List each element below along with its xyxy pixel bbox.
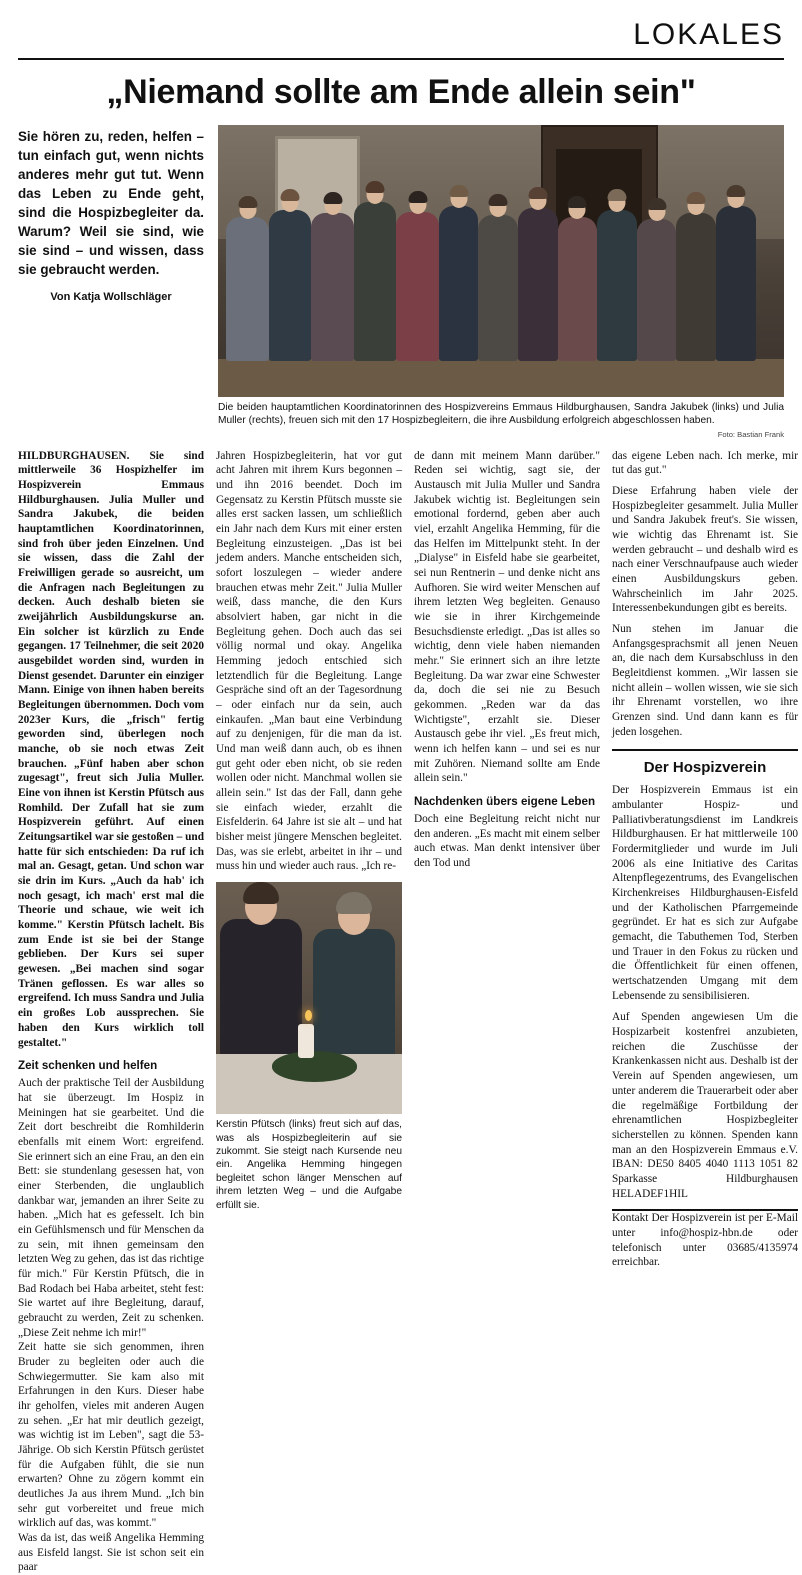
photo-floor (218, 359, 784, 397)
masthead (18, 14, 784, 60)
main-photo (218, 125, 784, 397)
second-photo (216, 882, 402, 1114)
subheading: Nachdenken übers eigene Leben (414, 795, 596, 809)
section-title: LOKALES (633, 18, 784, 51)
article-column-3 (414, 449, 600, 1575)
photo-candle-flame (305, 1010, 312, 1021)
main-photo-credit: Foto: Bastian Frank (717, 429, 784, 439)
lead-and-photo (18, 125, 784, 439)
article-columns (18, 449, 798, 1575)
paragraph: Auch der praktische Teil der Ausbildung hat sie überzeugt. Im Hospiz in Meiningen hat sie gearbeitet. Und die Zeit dort beschreibt die Romhilderin ebenfalls mit einem Wort: ergreifend. Sie erinnert sich an eine Frau, an den ein Bett: sie stundenlang gesessen hat, von einer Sterbenden, die unglaublich dankbar war, jemanden an ihrer Seite zu haben. „Mich hat es gefesselt. Ich bin ein Gefühlsmensch und für Menschen da zu sein, mit ihnen gemeinsam den letzten Weg zu gehen, das ist das richtige für mich." Für Kerstin Pfütsch, die in Bad Rodach bei Haba arbeitet, steht fest: Sie wartet auf ihre Begleitung, darauf, gebraucht zu werden, Zeit zu schenken. „Diese Zeit nehme ich mir!" (18, 1077, 204, 1339)
photo-candle (298, 1024, 314, 1058)
photo-wreath (272, 1051, 358, 1081)
lead-paragraph: Sie hören zu, reden, helfen – tun einfach gut, wenn nichts anderes mehr gut tut. Wenn das Leben zu Ende geht, sind die Hospizbegleiter da. Warum? Weil sie sind, wie sie sind – und wissen, dass sie gebraucht werden. (18, 128, 204, 277)
info-box-paragraph: Auf Spenden angewiesen Um die Hospizarbeit kostenfrei anzubieten, reichen die Zuschüsse der Krankenkassen nicht aus. Deshalb ist der Verein auf Spenden angewiesen, um unter anderem die Trauerarbeit oder aber die regelmäßige Fortbildung der ehrenamtlichen Hospizbegleiter sicherstellen zu können. Spenden kann man an den Hospizverein Emmaus e.V. IBAN: DE50 8405 4040 1113 1051 82 Sparkasse Hildburghausen HELADEF1HIL (612, 1011, 798, 1200)
info-box-paragraph: Der Hospizverein Emmaus ist ein ambulanter Hospiz- und Palliativberatungsdienst im Landkreis Hildburghausen. Er hat mittlerweile 100 Fordermitglieder und wurde im Juli 2006 als eine Initiative des Caritas Altenpflegezentrums, des Evangelischen Kirchenkreises Hildburghausen-Eisfeld und der Katholischen Pfarrgemeinde gegründet. Er hat es sich zur Aufgabe gemacht, die Tabuthemen Tod, Sterben und Trauer in den Fokus zu rücken und die Öffentlichkeit für einen offenen, wertschatzenden Umgang mit dem Lebensende zu sensibilisieren. (612, 784, 798, 1002)
paragraph: Jahren Hospizbegleiterin, hat vor gut acht Jahren mit ihrem Kurs begonnen – und ihn 2016 beendet. Doch im Gegensatz zu Kerstin Pfütsch musste sie alles erst sacken lassen, um schließlich ein Jahr nach dem Kurs mit einer ersten Begleitung einzusteigen. „Das ist bei jedem anders. Manche entscheiden sich, sofort loszulegen – wieder andere brauchen etwas mehr Zeit." Julia Muller weiß, dass manche, die den Kurs absolviert haben, gar nicht in die Begleitung gehen. Doch auch das sei völlig normal und okay. Angelika Hemming jedoch entschied sich letztendlich für die Begleitung. Lange Gespräche sind oft an der Tagesordnung – oder einfach nur da sein, auch einkaufen. „Man baut eine Verbindung auf zu denjenigen, für die man da ist. Und man weiß dann auch, ob es ihnen gut geht oder eben nicht, ob sie reden wollen oder nicht. Manchmal wollen sie allein sein." Ist das der Fall, dann gehe sie einfach wieder, erzahlt die Eisfelderin. 64 Jahre ist sie alt – und hat bisher meist jüngere Menschen begleitet. Das, was sie erlebt, arbeitet in ihr – und muss hin und wieder auch raus. „Ich re- (216, 449, 402, 873)
contact-info: Kontakt Der Hospizverein ist per E-Mail unter info@hospiz-hbn.de oder telefonisch unter 03685/4135974 erreichbar. (612, 1212, 798, 1269)
person-left (220, 919, 302, 1063)
article-column-2 (216, 449, 402, 1575)
paragraph: Doch eine Begleitung reicht nicht nur den anderen. „Es macht mit einem selber auch etwas. Man denkt intensiver über den Tod und (414, 813, 600, 870)
article-column-1 (18, 449, 204, 1575)
subheading: Zeit schenken und helfen (18, 1059, 158, 1073)
paragraph: das eigene Leben nach. Ich merke, mir tut das gut." (612, 449, 798, 477)
lead-column (18, 125, 204, 303)
paragraph: de dann mit meinem Mann darüber." Reden sei wichtig, sagt sie, der Austausch mit Julia Muller und Sandra Jakubek wichtig ist. Begleitungen sein emotional fordernd, geben aber auch viel, erzahlt Angelika Hemming, für die das Helfen im Mittelpunkt steht. In der „Dialyse" in Eisfeld habe sie gearbeitet, sei nun Rentnerin – und denke nicht ans Aufhoren. Sie wird weiter Menschen auf ihrem letzten Weg begleiten. Genauso wie sie in ihrer Kirchgemeinde Besuchsdienste erledigt. „Das ist alles so wichtig, denn viele haben niemanden mehr." Sie erinnert sich an ihre letzte Begleitung. Da war zwar eine Schwester da, doch die sei nie zu Besuch gekommen. „Reden war da das Wichtigste", erzahlt sie. Dieser Austausch gebe ihr viel. „Es freut mich, wenn ich helfen kann – und sei es nur mit Zuhören. Niemand sollte am Ende allein sein." (414, 449, 600, 785)
article-column-4 (612, 449, 798, 1575)
info-box-title: Der Hospizverein (643, 759, 767, 777)
paragraph: Nun stehen im Januar die Anfangsgesprachsmit all jenen Neuen an, die nach dem Kursabschluss in den Begleitdienst kommen. „Wir lassen sie nicht allein – wollen wissen, wie sie sich ihr Ehrenamt vorstellen, wo ihre Grenzen sind. Und dann kann es für jeden losgehen. (612, 623, 798, 738)
paragraph: Diese Erfahrung haben viele der Hospizbegleiter gesammelt. Julia Muller und Sandra Jakubek freut's. Sie wissen, wie wichtig das Ehrenamt ist. Sie werden gebraucht – und deshalb wird es nach einer Verschnaufpause auch wieder einen Ausbildungskurs geben. Wahrscheinlich im Jahr 2025. Interessenbekundungen gibt es bereits. (612, 484, 798, 615)
person-right (313, 929, 395, 1064)
main-photo-caption: Die beiden hauptamtlichen Koordinatorinnen des Hospizvereins Emmaus Hildburghausen, Sandra Jakubek (links) und Julia Muller (rechts), freuen sich mit den 17 Hospizbegleitern, die ihre Ausbildung erfolgreich abgeschlossen haben. (218, 401, 784, 427)
photo-group-of-people (218, 176, 784, 361)
paragraph: Was da ist, das weiß Angelika Hemming aus Eisfeld langst. Sie ist schon seit ein paar (18, 1532, 204, 1574)
paragraph: Zeit hatte sie sich genommen, ihren Bruder zu begleiten oder auch die Schwiegermutter. Sie kam also mit Erfahrungen in den Kurs. Dieser habe ihr geholfen, vieles mit anderen Augen zu sehen. „Er hat mir deutlich gezeigt, was wichtig ist im Leben", sagt die 53-Jährige. Ob sich Kerstin Pfütsch gerüstet für die Aufgaben fühlt, die sie nun erwarten? Ohne zu zögern kommt ein deutliches Ja aus ihrem Mund. „Ich bin sehr gut vorbereitet und freue mich wirklich auf das, was kommt." (18, 1341, 204, 1530)
page-title: „Niemand sollte am Ende allein sein" (106, 73, 696, 111)
info-box (612, 749, 798, 1211)
byline: Von Katja Wollschläger (50, 290, 172, 303)
second-photo-caption: Kerstin Pfütsch (links) freut sich auf das, was als Hospizbegleiterin auf sie zukommt. Sie steigt nach Kursende neu ein. Angelika Hemming hingegen begleitet schon länger Menschen auf ihrem letzten Weg – und die Aufgabe erfüllt sie. (216, 1119, 402, 1211)
paragraph: HILDBURGHAUSEN. Sie sind mittlerweile 36 Hospizhelfer im Hospizverein Emmaus Hildburghausen. Julia Muller und Sandra Jakubek, die beiden hauptamtlichen Koordinatorinnen, sind froh über jeden Einzelnen. Und sie wissen, dass die Zahl der Freiwilligen gerade so ausreicht, um die Anfragen nach Begleitungen zu decken. Auch deshalb bieten sie zweijährlich Ausbildungskurse an. Ein solcher ist kürzlich zu Ende gegangen. 17 Teilnehmer, die seit 2020 ausgebildet worden sind, wurden in Dienst gesendet. Darunter ein einziger Mann. Einige von ihnen haben bereits Begleitungen übernommen. Doch vom 2023er Kurs, die „frisch" fertig geworden sind, überlegen noch manche, ob sie noch etwas Zeit brauchen. „Fünf haben aber schon zugesagt", freut sich Julia Muller. Eine von ihnen ist Kerstin Pfütsch aus Romhild. Der Zufall hat sie zum Hospizverein geführt. Auf einen Zeitungsartikel war sie gestoßen – und hatte für sich entschieden: Da ruf ich mal an. Gesagt, getan. Und schon war sie drin im Kurs. „Auch da hab' ich noch gesagt, ich mach' erst mal die Theorie und schaue, wie weit ich komme." Kerstin Pfütsch lachelt. Bis zum Ende ist sie bei der Stange geblieben. Der Kurs sei super gewesen. „Bei machen sind sogar Tränen geflossen. Es war alles so ergreifend. Ich muss Sandra und Julia ein großes Lob aussprechen. Sie haben den Kurs wirklich toll gestaltet." (18, 449, 204, 1049)
